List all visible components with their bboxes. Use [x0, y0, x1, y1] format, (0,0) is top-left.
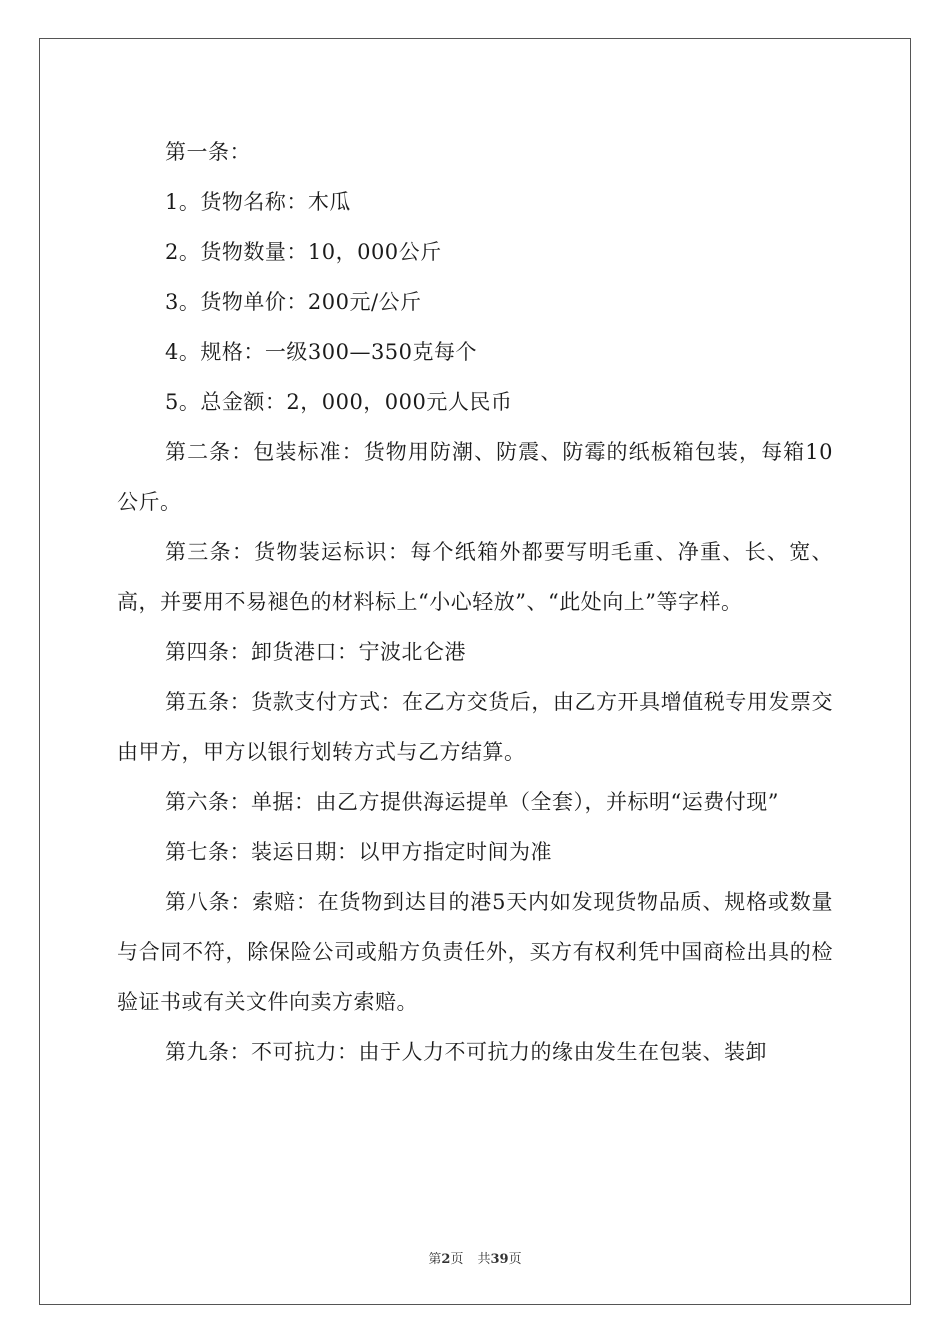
page-suffix: 页 [450, 1252, 464, 1267]
document-body [117, 127, 833, 1077]
paragraph-article-4: 第四条：卸货港口：宁波北仑港 [165, 640, 466, 664]
paragraph-article-7: 第七条：装运日期：以甲方指定时间为准 [165, 840, 552, 864]
paragraph-goods-name: 1。货物名称：木瓜 [165, 190, 351, 214]
paragraph-article-6: 第六条：单据：由乙方提供海运提单（全套），并标明“运费付现” [165, 790, 779, 814]
paragraph-total-amount: 5。总金额：2，000，000元人民币 [165, 390, 513, 414]
paragraph-article-5: 第五条：货款支付方式：在乙方交货后，由乙方开具增值税专用发票交由甲方，甲方以银行划转方式与乙方结算。 [117, 690, 833, 764]
page-footer [0, 1248, 950, 1267]
total-pages: 39 [490, 1252, 509, 1267]
page-prefix: 第 [428, 1252, 442, 1267]
total-prefix: 共 [477, 1252, 491, 1267]
paragraph-specification: 4。规格：一级300—350克每个 [165, 340, 478, 364]
paragraph-article-2: 第二条：包装标准：货物用防潮、防震、防霉的纸板箱包装，每箱10公斤。 [117, 440, 833, 514]
paragraph-article-3: 第三条：货物装运标识：每个纸箱外都要写明毛重、净重、长、宽、高，并要用不易褪色的材料标上“小心轻放”、“此处向上”等字样。 [117, 540, 833, 614]
total-suffix: 页 [508, 1252, 522, 1267]
paragraph-article-8: 第八条：索赔：在货物到达目的港5天内如发现货物品质、规格或数量与合同不符，除保险公司或船方负责任外，买方有权利凭中国商检出具的检验证书或有关文件向卖方索赔。 [117, 890, 833, 1014]
paragraph-unit-price: 3。货物单价：200元/公斤 [165, 290, 422, 314]
paragraph-article-9: 第九条：不可抗力：由于人力不可抗力的缘由发生在包装、装卸 [165, 1040, 767, 1064]
paragraph-article-1: 第一条： [165, 140, 251, 164]
page-number: 2 [441, 1252, 451, 1267]
paragraph-goods-quantity: 2。货物数量：10，000公斤 [165, 240, 442, 264]
